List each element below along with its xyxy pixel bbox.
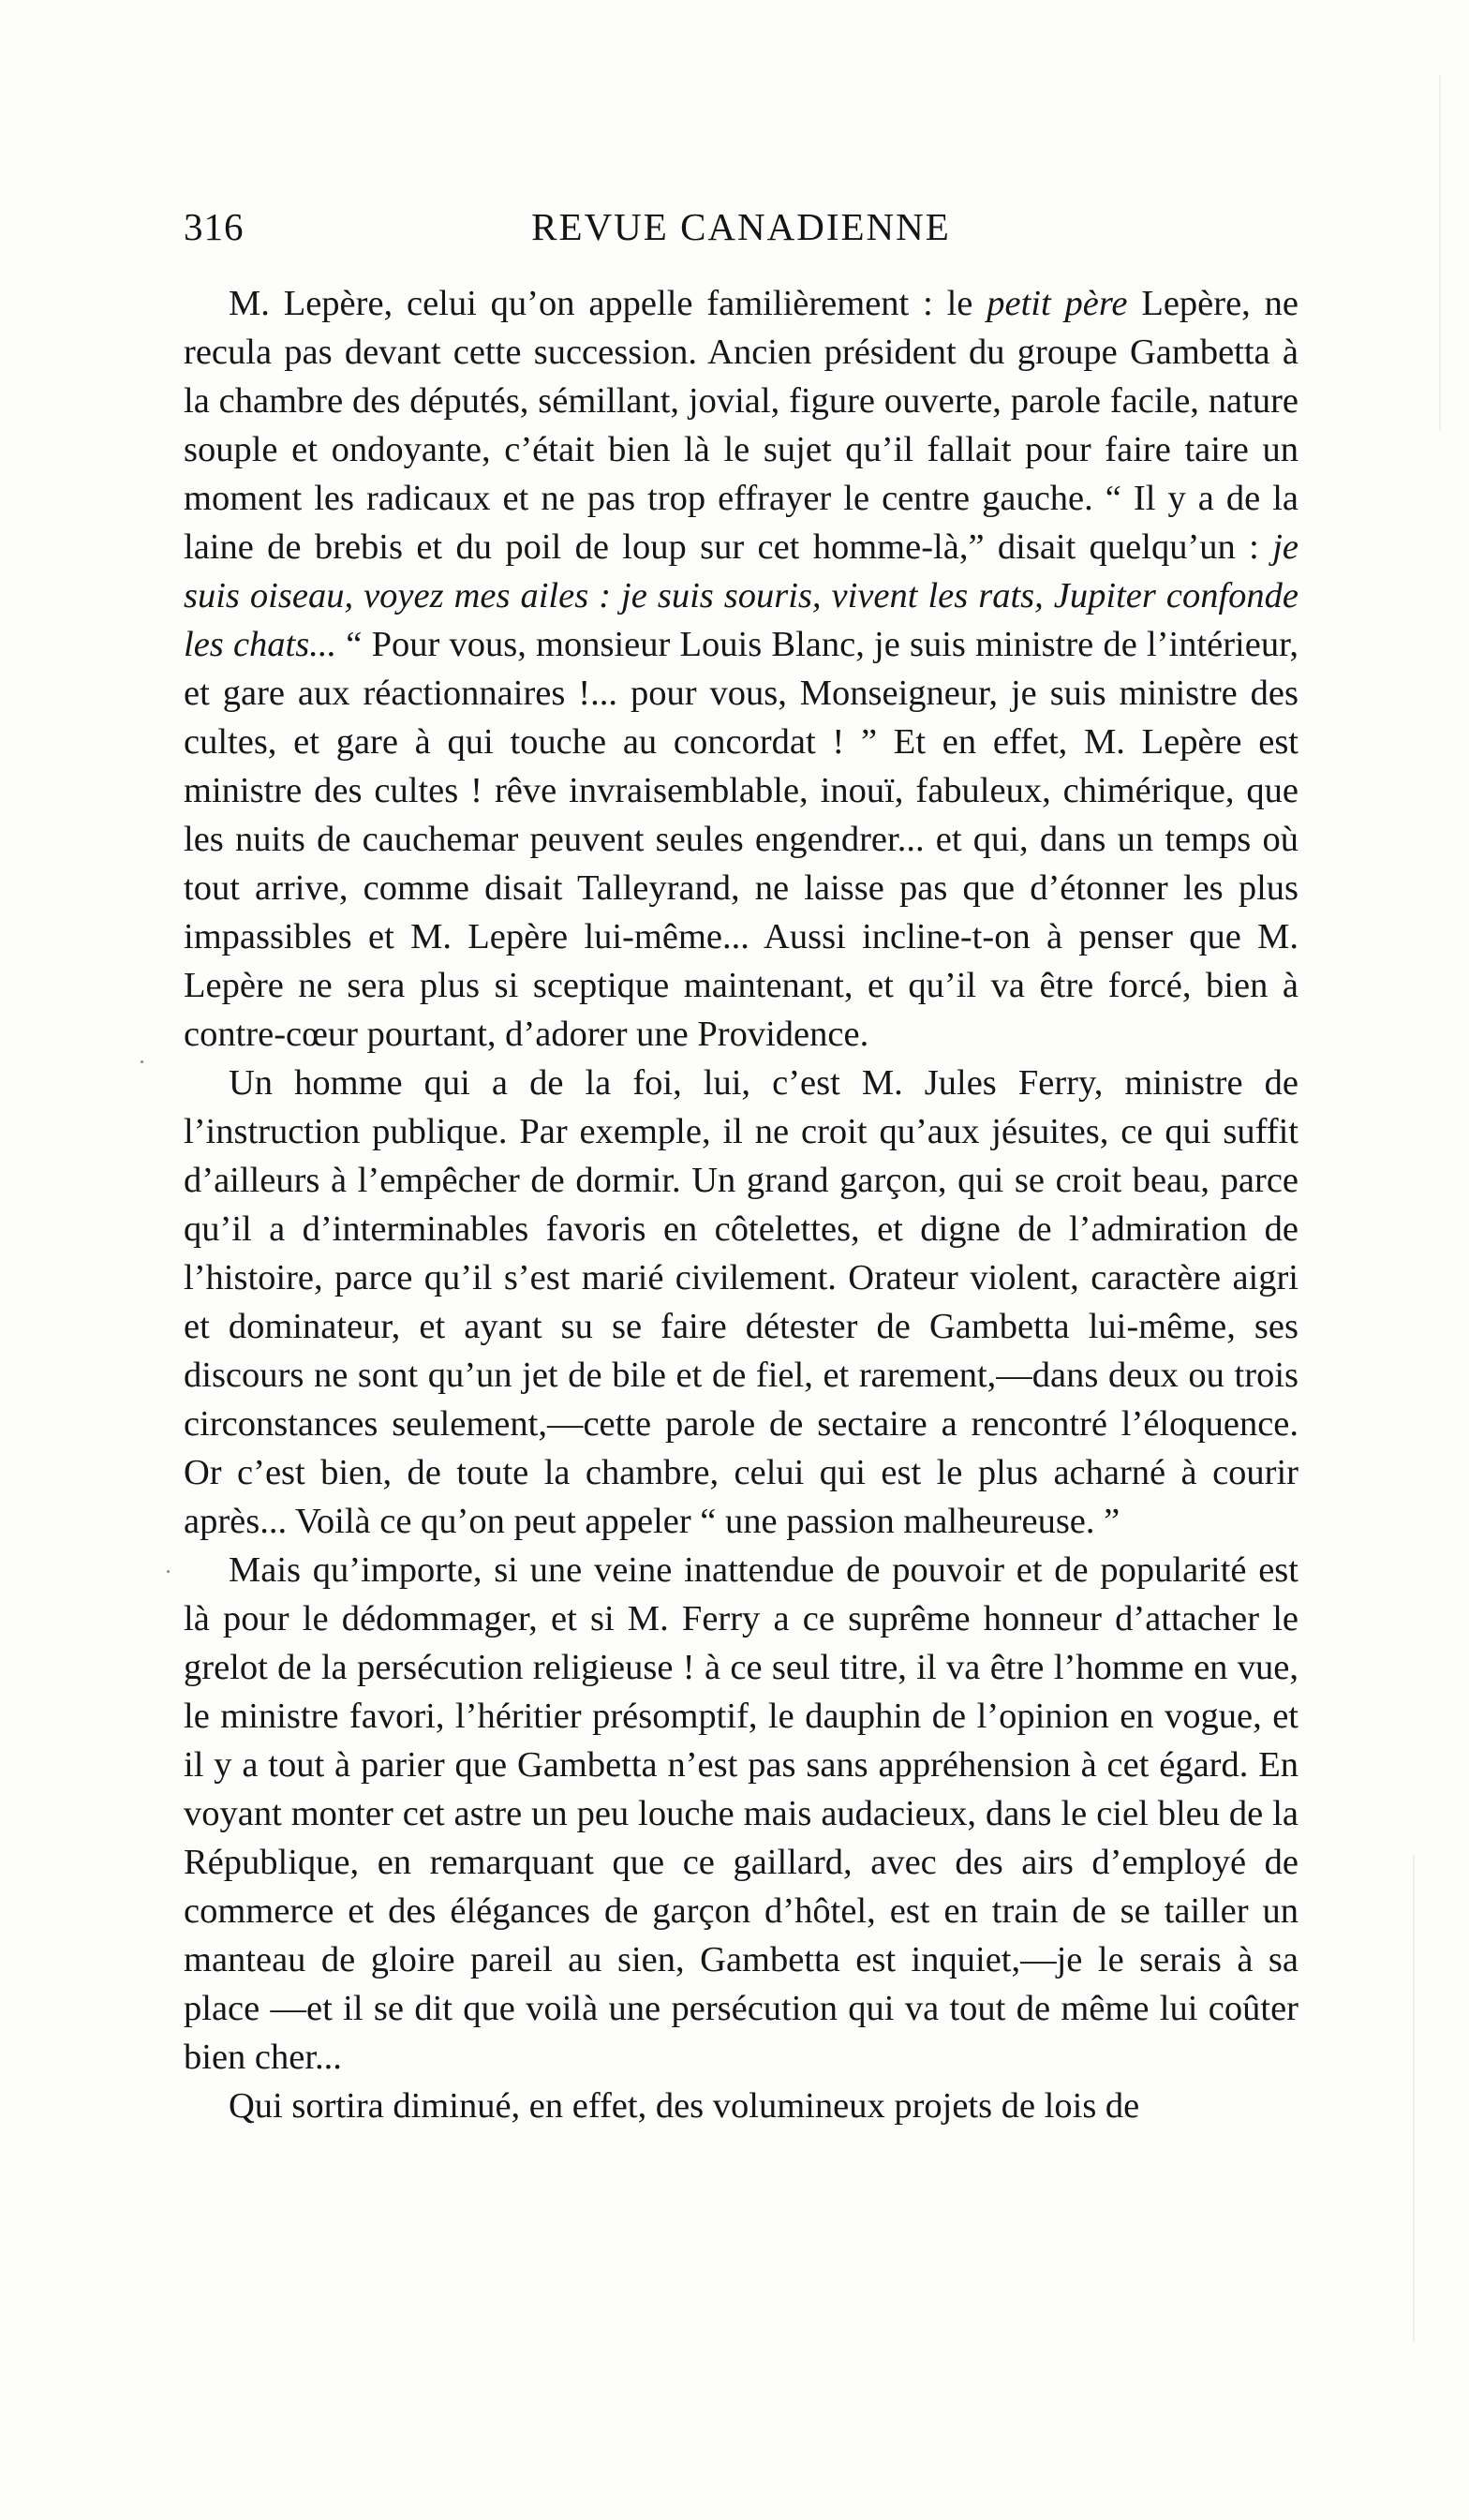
edge-shadow [1439, 75, 1441, 431]
margin-speck [167, 1570, 170, 1573]
edge-shadow [1413, 1855, 1415, 2342]
text-run: “ Pour vous, monsieur Louis Blanc, je suis ministre de l’intérieur, et gare aux réactionnaires !... pour vous, Monseigneur, je suis ministre des cultes, et gare à qui touche au concordat ! ” Et en effet, M. Lepère est ministre des cultes ! rêve invraisemblable, inouï, fabuleux, chimérique, que les nuits de cauchemar peuvent seules engendrer... et qui, dans un temps où tout arrive, comme disait Talleyrand, ne laisse pas que d’étonner les plus impassibles et M. Lepère lui-même... Aussi incline-t-on à penser que M. Lepère ne sera plus si sceptique maintenant, et qu’il va être forcé, bien à contre-cœur pourtant, d’adorer une Providence. [184, 625, 1298, 1054]
paragraph-1 [184, 279, 1298, 1059]
text-run: Mais qu’importe, si une veine inattendue de pouvoir et de popularité est là pour le dédommager, et si M. Ferry a ce suprême honneur d’attacher le grelot de la persécution religieuse ! à ce seul titre, il va être l’homme en vue, le ministre favori, l’héritier présomptif, le dauphin de l’opinion en vogue, et il y a tout à parier que Gambetta n’est pas sans appréhension à cet égard. En voyant monter cet astre un peu louche mais audacieux, dans le ciel bleu de la République, en remarquant que ce gaillard, avec des airs d’employé de commerce et des élégances de garçon d’hôtel, est en train de se tailler un manteau de gloire pareil au sien, Gambetta est inquiet,—je le serais à sa place —et il se dit que voilà une persécution qui va tout de même lui coûter bien cher... [184, 1550, 1298, 2077]
italic-run: petit père [987, 284, 1128, 323]
text-run: M. Lepère, celui qu’on appelle familièrement : le [229, 284, 987, 323]
text-run: Un homme qui a de la foi, lui, c’est M. Jules Ferry, ministre de l’instruction publique. Par exemple, il ne croit qu’aux jésuites, ce qui suffit d’ailleurs à l’empêcher de dormir. Un grand garçon, qui se croit beau, parce qu’il a d’interminables favoris en côtelettes, et digne de l’admiration de l’histoire, parce qu’il s’est marié civilement. Orateur violent, caractère aigri et dominateur, et ayant su se faire détester de Gambetta lui-même, ses discours ne sont qu’un jet de bile et de fiel, et rarement,—dans deux ou trois circonstances seulement,—cette parole de sectaire a rencontré l’éloquence. Or c’est bien, de toute la chambre, celui qui est le plus acharné à courir après... Voilà ce qu’on peut appeler “ une passion malheureuse. ” [184, 1063, 1298, 1541]
margin-speck [141, 1060, 143, 1063]
text-run: Qui sortira diminué, en effet, des volumineux projets de lois de [229, 2086, 1140, 2126]
paragraph-2 [184, 1059, 1298, 1546]
page-number: 316 [184, 205, 245, 248]
running-head: REVUE CANADIENNE [531, 205, 951, 248]
paragraph-4 [184, 2082, 1298, 2130]
paragraph-3 [184, 1546, 1298, 2082]
text-run: Lepère, ne recula pas devant cette succession. Ancien président du groupe Gambetta à la chambre des députés, sémillant, jovial, figure ouverte, parole facile, nature souple et ondoyante, c’était bien là le sujet qu’il fallait pour faire taire un moment les radicaux et ne pas trop effrayer le centre gauche. “ Il y a de la laine de brebis et du poil de loup sur cet homme-là,” disait quelqu’un : [184, 284, 1298, 567]
italic-run: je suis oiseau, voyez mes ailes : je suis souris, vivent les rats, Jupiter confonde les chats... [184, 527, 1298, 664]
page-header [184, 204, 1298, 260]
page-body [184, 279, 1298, 2130]
